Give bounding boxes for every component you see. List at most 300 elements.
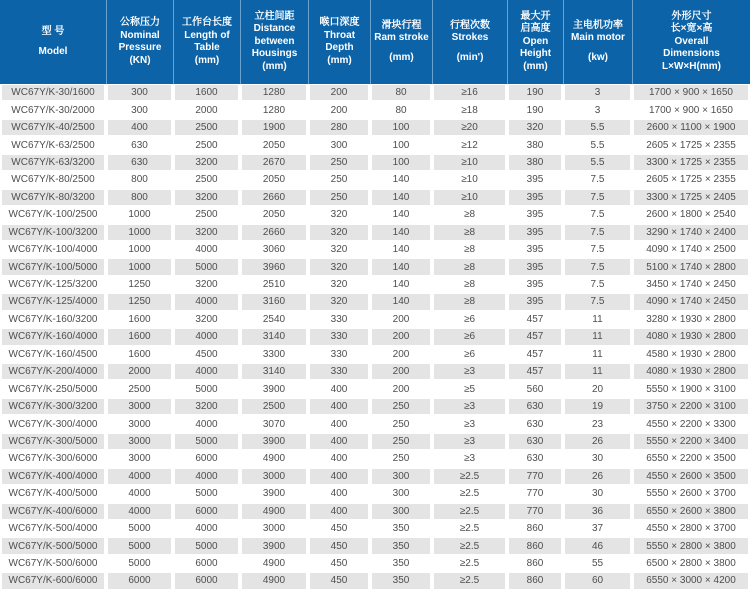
cell-open-height: 860 (507, 555, 563, 572)
cell-throat-depth: 320 (308, 224, 370, 241)
cell-main-motor: 55 (563, 555, 632, 572)
cell-nominal-pressure: 5000 (106, 537, 173, 554)
cell-nominal-pressure: 400 (106, 119, 173, 136)
cell-throat-depth: 400 (308, 468, 370, 485)
cell-model: WC67Y/K-400/4000 (0, 468, 106, 485)
column-header-table-length (173, 0, 240, 84)
cell-model: WC67Y/K-100/4000 (0, 241, 106, 258)
cell-strokes: ≥12 (432, 136, 507, 153)
table-row (0, 136, 750, 153)
cell-housing-distance: 2660 (240, 189, 308, 206)
cell-nominal-pressure: 800 (106, 189, 173, 206)
cell-housing-distance: 3900 (240, 485, 308, 502)
cell-open-height: 190 (507, 101, 563, 118)
header-line: 启高度 (520, 23, 551, 35)
cell-main-motor: 7.5 (563, 189, 632, 206)
cell-open-height: 380 (507, 136, 563, 153)
cell-ram-stroke: 140 (370, 241, 432, 258)
cell-throat-depth: 250 (308, 189, 370, 206)
header-line: Pressure (118, 42, 162, 53)
header-line: Distance (253, 23, 296, 35)
cell-open-height: 190 (507, 84, 563, 101)
header-line: 公称压力 (120, 17, 160, 28)
table-row (0, 450, 750, 467)
cell-ram-stroke: 300 (370, 485, 432, 502)
cell-main-motor: 60 (563, 572, 632, 589)
header-line: L×W×H(mm) (662, 60, 721, 72)
cell-table-length: 3200 (173, 398, 240, 415)
table-row (0, 171, 750, 188)
cell-strokes: ≥8 (432, 276, 507, 293)
header-line: 工作台长度 (182, 17, 232, 28)
cell-strokes: ≥2.5 (432, 485, 507, 502)
cell-strokes: ≥16 (432, 84, 507, 101)
cell-table-length: 4000 (173, 415, 240, 432)
cell-model: WC67Y/K-80/2500 (0, 171, 106, 188)
cell-nominal-pressure: 1250 (106, 293, 173, 310)
cell-housing-distance: 3140 (240, 328, 308, 345)
cell-main-motor: 7.5 (563, 171, 632, 188)
cell-table-length: 5000 (173, 433, 240, 450)
table-row (0, 311, 750, 328)
cell-ram-stroke: 140 (370, 293, 432, 310)
cell-ram-stroke: 140 (370, 224, 432, 241)
cell-model: WC67Y/K-600/6000 (0, 572, 106, 589)
header-line: Main motor (571, 32, 625, 44)
cell-overall-dimensions: 2600 × 1800 × 2540 (632, 206, 750, 223)
cell-ram-stroke: 140 (370, 258, 432, 275)
cell-overall-dimensions: 4550 × 2600 × 3500 (632, 468, 750, 485)
cell-overall-dimensions: 6500 × 2800 × 3800 (632, 555, 750, 572)
cell-open-height: 395 (507, 224, 563, 241)
cell-nominal-pressure: 1600 (106, 328, 173, 345)
cell-table-length: 3200 (173, 224, 240, 241)
cell-overall-dimensions: 3300 × 1725 × 2355 (632, 154, 750, 171)
cell-main-motor: 11 (563, 328, 632, 345)
column-header-model (0, 0, 106, 84)
cell-table-length: 4000 (173, 520, 240, 537)
header-line: (mm) (262, 60, 287, 72)
cell-model: WC67Y/K-400/6000 (0, 503, 106, 520)
cell-open-height: 457 (507, 346, 563, 363)
column-header-overall-dimensions (632, 0, 750, 84)
cell-model: WC67Y/K-100/5000 (0, 258, 106, 275)
cell-strokes: ≥3 (432, 433, 507, 450)
cell-table-length: 4000 (173, 241, 240, 258)
cell-throat-depth: 250 (308, 171, 370, 188)
header-line: between (254, 35, 295, 47)
cell-main-motor: 30 (563, 485, 632, 502)
cell-overall-dimensions: 6550 × 2600 × 3800 (632, 503, 750, 520)
cell-open-height: 560 (507, 380, 563, 397)
cell-ram-stroke: 350 (370, 555, 432, 572)
cell-table-length: 4500 (173, 346, 240, 363)
header-line: Ram stroke (374, 32, 429, 44)
header-line: Nominal (120, 29, 160, 41)
cell-strokes: ≥6 (432, 311, 507, 328)
cell-model: WC67Y/K-100/3200 (0, 224, 106, 241)
cell-open-height: 380 (507, 154, 563, 171)
table-row (0, 154, 750, 171)
cell-ram-stroke: 350 (370, 520, 432, 537)
cell-table-length: 2500 (173, 136, 240, 153)
header-line: 滑块行程 (381, 19, 422, 31)
cell-table-length: 5000 (173, 380, 240, 397)
cell-table-length: 3200 (173, 276, 240, 293)
cell-ram-stroke: 140 (370, 189, 432, 206)
table-row (0, 520, 750, 537)
cell-main-motor: 7.5 (563, 224, 632, 241)
cell-table-length: 6000 (173, 572, 240, 589)
cell-throat-depth: 400 (308, 485, 370, 502)
cell-nominal-pressure: 3000 (106, 398, 173, 415)
cell-ram-stroke: 100 (370, 136, 432, 153)
column-header-ram-stroke (370, 0, 432, 84)
cell-strokes: ≥2.5 (432, 520, 507, 537)
cell-overall-dimensions: 4090 × 1740 × 2450 (632, 293, 750, 310)
cell-table-length: 4000 (173, 328, 240, 345)
cell-throat-depth: 280 (308, 119, 370, 136)
cell-strokes: ≥8 (432, 224, 507, 241)
cell-throat-depth: 330 (308, 346, 370, 363)
header-line: 长×宽×高 (670, 23, 713, 35)
header-line: 外形尺寸 (671, 10, 712, 22)
cell-strokes: ≥20 (432, 119, 507, 136)
cell-throat-depth: 330 (308, 311, 370, 328)
cell-nominal-pressure: 1000 (106, 224, 173, 241)
cell-housing-distance: 3160 (240, 293, 308, 310)
cell-nominal-pressure: 1000 (106, 206, 173, 223)
cell-ram-stroke: 200 (370, 328, 432, 345)
cell-housing-distance: 2050 (240, 171, 308, 188)
table-row (0, 398, 750, 415)
cell-open-height: 395 (507, 293, 563, 310)
cell-throat-depth: 400 (308, 503, 370, 520)
header-line: Length of (184, 29, 230, 41)
cell-main-motor: 11 (563, 346, 632, 363)
cell-strokes: ≥3 (432, 450, 507, 467)
cell-table-length: 3200 (173, 311, 240, 328)
cell-nominal-pressure: 4000 (106, 468, 173, 485)
cell-throat-depth: 450 (308, 537, 370, 554)
cell-model: WC67Y/K-250/5000 (0, 380, 106, 397)
cell-table-length: 5000 (173, 485, 240, 502)
cell-strokes: ≥10 (432, 189, 507, 206)
cell-model: WC67Y/K-100/2500 (0, 206, 106, 223)
cell-table-length: 2000 (173, 101, 240, 118)
cell-overall-dimensions: 3290 × 1740 × 2400 (632, 224, 750, 241)
column-header-nominal-pressure (106, 0, 173, 84)
table-row (0, 206, 750, 223)
cell-main-motor: 3 (563, 101, 632, 118)
cell-open-height: 630 (507, 433, 563, 450)
cell-throat-depth: 400 (308, 433, 370, 450)
header-line: Table (194, 42, 220, 53)
cell-main-motor: 11 (563, 311, 632, 328)
cell-main-motor: 7.5 (563, 276, 632, 293)
cell-open-height: 860 (507, 520, 563, 537)
table-row (0, 433, 750, 450)
cell-main-motor: 11 (563, 363, 632, 380)
cell-strokes: ≥8 (432, 241, 507, 258)
cell-main-motor: 3 (563, 84, 632, 101)
cell-open-height: 395 (507, 258, 563, 275)
cell-table-length: 5000 (173, 537, 240, 554)
table-row (0, 346, 750, 363)
cell-overall-dimensions: 5550 × 2200 × 3400 (632, 433, 750, 450)
cell-main-motor: 30 (563, 450, 632, 467)
cell-housing-distance: 2050 (240, 206, 308, 223)
cell-table-length: 6000 (173, 450, 240, 467)
cell-throat-depth: 450 (308, 555, 370, 572)
cell-model: WC67Y/K-40/2500 (0, 119, 106, 136)
cell-throat-depth: 320 (308, 276, 370, 293)
cell-table-length: 2500 (173, 206, 240, 223)
cell-model: WC67Y/K-160/3200 (0, 311, 106, 328)
cell-housing-distance: 2670 (240, 154, 308, 171)
table-row (0, 189, 750, 206)
cell-housing-distance: 3060 (240, 241, 308, 258)
cell-housing-distance: 3140 (240, 363, 308, 380)
table-row (0, 258, 750, 275)
cell-table-length: 2500 (173, 171, 240, 188)
cell-housing-distance: 3070 (240, 415, 308, 432)
cell-table-length: 4000 (173, 468, 240, 485)
cell-ram-stroke: 140 (370, 206, 432, 223)
table-row (0, 380, 750, 397)
cell-throat-depth: 400 (308, 398, 370, 415)
cell-main-motor: 7.5 (563, 241, 632, 258)
cell-model: WC67Y/K-125/3200 (0, 276, 106, 293)
table-row (0, 415, 750, 432)
cell-overall-dimensions: 2605 × 1725 × 2355 (632, 171, 750, 188)
header-line: 喉口深度 (319, 17, 360, 28)
cell-ram-stroke: 80 (370, 101, 432, 118)
table-row (0, 276, 750, 293)
cell-open-height: 395 (507, 241, 563, 258)
header-line: 最大开 (520, 10, 551, 22)
cell-overall-dimensions: 3750 × 2200 × 3100 (632, 398, 750, 415)
cell-throat-depth: 400 (308, 415, 370, 432)
header-line: Model (38, 45, 68, 57)
table-row (0, 119, 750, 136)
cell-housing-distance: 2510 (240, 276, 308, 293)
table-row (0, 363, 750, 380)
cell-housing-distance: 3300 (240, 346, 308, 363)
cell-overall-dimensions: 1700 × 900 × 1650 (632, 84, 750, 101)
cell-ram-stroke: 250 (370, 450, 432, 467)
table-header (0, 0, 750, 84)
cell-table-length: 5000 (173, 258, 240, 275)
cell-model: WC67Y/K-300/3200 (0, 398, 106, 415)
cell-overall-dimensions: 4550 × 2800 × 3700 (632, 520, 750, 537)
cell-nominal-pressure: 3000 (106, 415, 173, 432)
cell-nominal-pressure: 300 (106, 84, 173, 101)
cell-nominal-pressure: 5000 (106, 555, 173, 572)
cell-main-motor: 36 (563, 503, 632, 520)
cell-model: WC67Y/K-300/5000 (0, 433, 106, 450)
cell-overall-dimensions: 1700 × 900 × 1650 (632, 101, 750, 118)
cell-nominal-pressure: 1250 (106, 276, 173, 293)
cell-housing-distance: 3900 (240, 537, 308, 554)
cell-nominal-pressure: 1600 (106, 311, 173, 328)
header-line: Height (519, 48, 552, 60)
cell-housing-distance: 1280 (240, 101, 308, 118)
cell-strokes: ≥2.5 (432, 537, 507, 554)
cell-overall-dimensions: 5550 × 2600 × 3700 (632, 485, 750, 502)
table-body (0, 84, 750, 590)
cell-strokes: ≥3 (432, 363, 507, 380)
cell-housing-distance: 4900 (240, 572, 308, 589)
cell-nominal-pressure: 1000 (106, 258, 173, 275)
cell-throat-depth: 320 (308, 206, 370, 223)
cell-overall-dimensions: 4080 × 1930 × 2800 (632, 363, 750, 380)
cell-overall-dimensions: 4090 × 1740 × 2500 (632, 241, 750, 258)
header-line: 主电机功率 (573, 19, 623, 31)
cell-nominal-pressure: 2500 (106, 380, 173, 397)
cell-model: WC67Y/K-80/3200 (0, 189, 106, 206)
header-line: Throat (323, 29, 356, 41)
cell-table-length: 6000 (173, 555, 240, 572)
cell-housing-distance: 3000 (240, 520, 308, 537)
header-line: (mm) (327, 54, 352, 66)
cell-table-length: 3200 (173, 189, 240, 206)
cell-throat-depth: 320 (308, 241, 370, 258)
cell-throat-depth: 330 (308, 328, 370, 345)
cell-open-height: 860 (507, 572, 563, 589)
cell-nominal-pressure: 2000 (106, 363, 173, 380)
cell-main-motor: 20 (563, 380, 632, 397)
cell-table-length: 4000 (173, 363, 240, 380)
header-line: Depth (325, 42, 354, 53)
cell-throat-depth: 320 (308, 293, 370, 310)
cell-strokes: ≥10 (432, 154, 507, 171)
cell-open-height: 630 (507, 415, 563, 432)
header-line: (KN) (129, 54, 151, 66)
cell-open-height: 320 (507, 119, 563, 136)
header-line: (min') (456, 51, 484, 63)
cell-main-motor: 46 (563, 537, 632, 554)
cell-strokes: ≥8 (432, 258, 507, 275)
cell-throat-depth: 450 (308, 572, 370, 589)
cell-nominal-pressure: 630 (106, 154, 173, 171)
header-line: 行程次数 (450, 19, 490, 31)
cell-model: WC67Y/K-300/4000 (0, 415, 106, 432)
cell-main-motor: 7.5 (563, 206, 632, 223)
cell-nominal-pressure: 1000 (106, 241, 173, 258)
cell-nominal-pressure: 6000 (106, 572, 173, 589)
table-row (0, 537, 750, 554)
cell-nominal-pressure: 4000 (106, 485, 173, 502)
cell-ram-stroke: 250 (370, 398, 432, 415)
cell-model: WC67Y/K-160/4500 (0, 346, 106, 363)
column-header-throat-depth (308, 0, 370, 84)
cell-ram-stroke: 100 (370, 119, 432, 136)
cell-strokes: ≥8 (432, 293, 507, 310)
cell-strokes: ≥2.5 (432, 503, 507, 520)
column-header-housing-distance (240, 0, 308, 84)
column-header-main-motor (563, 0, 632, 84)
table-row (0, 572, 750, 589)
header-line: 立柱间距 (254, 10, 295, 22)
cell-throat-depth: 320 (308, 258, 370, 275)
cell-open-height: 395 (507, 189, 563, 206)
header-line: Dimensions (663, 48, 720, 60)
cell-housing-distance: 1900 (240, 119, 308, 136)
cell-model: WC67Y/K-500/4000 (0, 520, 106, 537)
header-line: Strokes (451, 32, 489, 44)
cell-nominal-pressure: 800 (106, 171, 173, 188)
cell-strokes: ≥6 (432, 328, 507, 345)
header-line: (kw) (588, 51, 608, 63)
cell-ram-stroke: 250 (370, 433, 432, 450)
cell-throat-depth: 450 (308, 520, 370, 537)
cell-table-length: 2500 (173, 119, 240, 136)
cell-strokes: ≥8 (432, 206, 507, 223)
cell-model: WC67Y/K-63/2500 (0, 136, 106, 153)
cell-throat-depth: 200 (308, 84, 370, 101)
cell-housing-distance: 3900 (240, 433, 308, 450)
table-row (0, 101, 750, 118)
cell-throat-depth: 400 (308, 450, 370, 467)
cell-housing-distance: 2050 (240, 136, 308, 153)
cell-ram-stroke: 140 (370, 276, 432, 293)
cell-overall-dimensions: 5550 × 2800 × 3800 (632, 537, 750, 554)
table-row (0, 84, 750, 101)
table-row (0, 241, 750, 258)
cell-main-motor: 26 (563, 433, 632, 450)
cell-main-motor: 19 (563, 398, 632, 415)
cell-ram-stroke: 200 (370, 311, 432, 328)
cell-open-height: 457 (507, 328, 563, 345)
cell-ram-stroke: 200 (370, 363, 432, 380)
cell-strokes: ≥18 (432, 101, 507, 118)
cell-table-length: 4000 (173, 293, 240, 310)
cell-strokes: ≥5 (432, 380, 507, 397)
cell-open-height: 395 (507, 206, 563, 223)
cell-open-height: 860 (507, 537, 563, 554)
cell-overall-dimensions: 6550 × 2200 × 3500 (632, 450, 750, 467)
cell-housing-distance: 3960 (240, 258, 308, 275)
cell-open-height: 457 (507, 363, 563, 380)
cell-ram-stroke: 350 (370, 537, 432, 554)
column-header-strokes (432, 0, 507, 84)
cell-housing-distance: 2660 (240, 224, 308, 241)
cell-open-height: 395 (507, 276, 563, 293)
cell-main-motor: 37 (563, 520, 632, 537)
header-line: (mm) (194, 54, 220, 66)
cell-open-height: 395 (507, 171, 563, 188)
cell-model: WC67Y/K-500/5000 (0, 537, 106, 554)
cell-overall-dimensions: 5550 × 1900 × 3100 (632, 380, 750, 397)
table-row (0, 555, 750, 572)
cell-housing-distance: 3000 (240, 468, 308, 485)
cell-throat-depth: 250 (308, 154, 370, 171)
cell-model: WC67Y/K-300/6000 (0, 450, 106, 467)
cell-strokes: ≥10 (432, 171, 507, 188)
cell-nominal-pressure: 630 (106, 136, 173, 153)
table-row (0, 293, 750, 310)
header-line: (mm) (389, 51, 414, 63)
cell-nominal-pressure: 5000 (106, 520, 173, 537)
cell-housing-distance: 4900 (240, 555, 308, 572)
cell-ram-stroke: 200 (370, 380, 432, 397)
cell-nominal-pressure: 3000 (106, 450, 173, 467)
cell-nominal-pressure: 4000 (106, 503, 173, 520)
cell-ram-stroke: 200 (370, 346, 432, 363)
cell-open-height: 770 (507, 468, 563, 485)
cell-strokes: ≥2.5 (432, 572, 507, 589)
